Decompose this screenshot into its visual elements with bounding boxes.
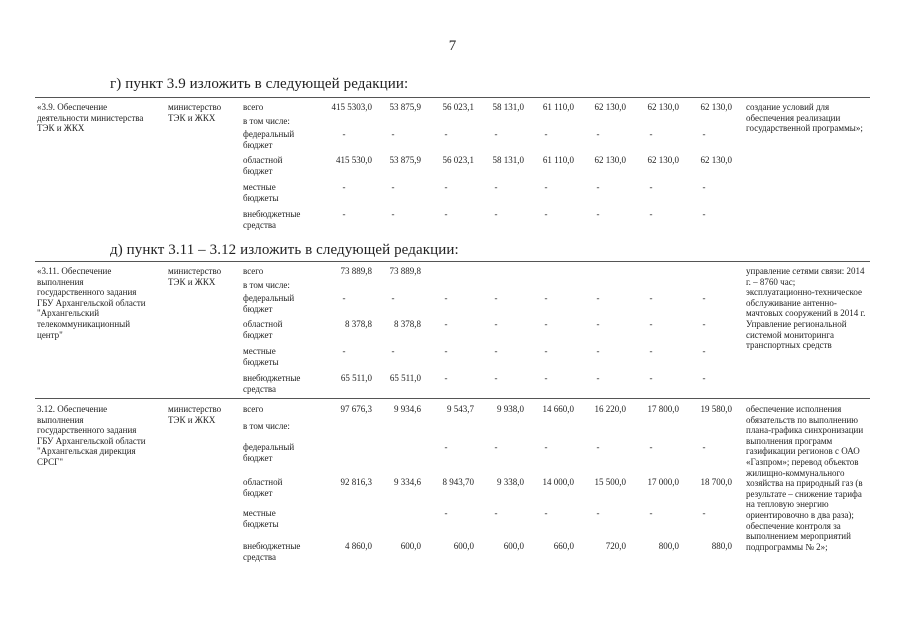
funding-value: 14 000,0 — [542, 477, 574, 487]
empty-value-dash: - — [649, 508, 653, 518]
empty-value-dash: - — [544, 442, 548, 452]
empty-value-dash: - — [444, 442, 448, 452]
funding-value: 73 889,8 — [389, 266, 421, 276]
empty-value-dash: - — [444, 373, 448, 383]
empty-value-dash: - — [391, 209, 395, 219]
funding-value: 4 860,0 — [345, 541, 372, 551]
empty-value-dash: - — [702, 209, 706, 219]
funding-value: 62 130,0 — [647, 102, 679, 112]
funding-source-label: федеральный бюджет — [243, 442, 295, 463]
expected-result: управление сетями связи: 2014 г. – 8760 час; эксплуатационно-техническое обслуживание антенно-мачтовых сооружений в 2014 г. Управление региональной системой мониторинга транспортных средств — [746, 266, 866, 351]
empty-value-dash: - — [444, 129, 448, 139]
empty-value-dash: - — [391, 346, 395, 356]
funding-value: 62 130,0 — [594, 102, 626, 112]
empty-value-dash: - — [544, 129, 548, 139]
funding-source-label: внебюджетные средства — [243, 209, 301, 230]
empty-value-dash: - — [342, 129, 346, 139]
measure-name: 3.12. Обеспечение выполнения государственного задания ГБУ Архангельской области "Архангельская дирекция СРСГ" — [37, 404, 146, 467]
empty-value-dash: - — [596, 373, 600, 383]
empty-value-dash: - — [596, 346, 600, 356]
empty-value-dash: - — [494, 293, 498, 303]
empty-value-dash: - — [391, 293, 395, 303]
funding-source-label: областной бюджет — [243, 155, 283, 176]
funding-value: 600,0 — [400, 541, 421, 551]
empty-value-dash: - — [494, 442, 498, 452]
funding-value: 8 378,8 — [394, 319, 421, 329]
empty-value-dash: - — [444, 508, 448, 518]
funding-value: 415 530,0 — [336, 155, 372, 165]
funding-source-label: местные бюджеты — [243, 508, 279, 529]
empty-value-dash: - — [649, 129, 653, 139]
funding-value: 53 875,9 — [389, 155, 421, 165]
funding-value: 65 511,0 — [389, 373, 421, 383]
funding-source-label: областной бюджет — [243, 319, 283, 340]
funding-value: 58 131,0 — [492, 155, 524, 165]
funding-source-label: областной бюджет — [243, 477, 283, 498]
empty-value-dash: - — [649, 373, 653, 383]
empty-value-dash: - — [596, 442, 600, 452]
expected-result: создание условий для обеспечения реализации государственной программы»; — [746, 102, 863, 134]
funding-value: 62 130,0 — [647, 155, 679, 165]
funding-value: 17 000,0 — [647, 477, 679, 487]
empty-value-dash: - — [342, 293, 346, 303]
row-separator — [35, 97, 870, 98]
empty-value-dash: - — [544, 319, 548, 329]
funding-value: 9 338,0 — [497, 477, 524, 487]
empty-value-dash: - — [494, 182, 498, 192]
empty-value-dash: - — [494, 319, 498, 329]
funding-value: 65 511,0 — [340, 373, 372, 383]
funding-value: 415 5303,0 — [331, 102, 372, 112]
funding-value: 800,0 — [658, 541, 679, 551]
funding-value: 600,0 — [453, 541, 474, 551]
funding-source-label: всего — [243, 266, 264, 276]
empty-value-dash: - — [596, 209, 600, 219]
empty-value-dash: - — [494, 373, 498, 383]
empty-value-dash: - — [596, 129, 600, 139]
funding-value: 14 660,0 — [542, 404, 574, 414]
funding-source-label: в том числе: — [243, 421, 290, 431]
measure-name: «3.9. Обеспечение деятельности министерства ТЭК и ЖКХ — [37, 102, 144, 134]
funding-value: 9 938,0 — [497, 404, 524, 414]
empty-value-dash: - — [544, 373, 548, 383]
funding-source-label: в том числе: — [243, 280, 290, 290]
empty-value-dash: - — [649, 182, 653, 192]
funding-value: 56 023,1 — [442, 155, 474, 165]
funding-value: 18 700,0 — [700, 477, 732, 487]
empty-value-dash: - — [596, 182, 600, 192]
row-separator — [35, 398, 870, 399]
funding-source-label: внебюджетные средства — [243, 373, 301, 394]
empty-value-dash: - — [342, 182, 346, 192]
funding-value: 17 800,0 — [647, 404, 679, 414]
empty-value-dash: - — [702, 346, 706, 356]
empty-value-dash: - — [444, 346, 448, 356]
funding-value: 720,0 — [605, 541, 626, 551]
funding-value: 9 543,7 — [447, 404, 474, 414]
funding-value: 15 500,0 — [594, 477, 626, 487]
empty-value-dash: - — [702, 319, 706, 329]
funding-source-label: всего — [243, 404, 264, 414]
funding-value: 61 110,0 — [542, 155, 574, 165]
empty-value-dash: - — [342, 209, 346, 219]
empty-value-dash: - — [649, 319, 653, 329]
funding-value: 19 580,0 — [700, 404, 732, 414]
funding-value: 62 130,0 — [700, 155, 732, 165]
funding-value: 8 943,70 — [442, 477, 474, 487]
funding-source-label: местные бюджеты — [243, 346, 279, 367]
empty-value-dash: - — [391, 182, 395, 192]
executor-name: министерство ТЭК и ЖКХ — [168, 404, 222, 425]
funding-source-label: федеральный бюджет — [243, 129, 295, 150]
expected-result: обеспечение исполнения обязательств по выполнению плана-графика синхронизации выполнения программ газификации регионов с ОАО «Газпром»; перевод объектов жилищно-коммунального хозяйства на природный газ (в результате – снижение тарифа на тепловую энергию ориентировочно в два раза); обеспечение контроля за выполнением мероприятий подпрограммы № 2»; — [746, 404, 864, 552]
empty-value-dash: - — [444, 209, 448, 219]
measure-name: «3.11. Обеспечение выполнения государственного задания ГБУ Архангельской области "Архангельский телекоммуникационный центр" — [37, 266, 146, 340]
empty-value-dash: - — [649, 293, 653, 303]
funding-value: 53 875,9 — [389, 102, 421, 112]
executor-name: министерство ТЭК и ЖКХ — [168, 266, 222, 287]
funding-source-label: всего — [243, 102, 264, 112]
funding-value: 58 131,0 — [492, 102, 524, 112]
heading-3-9: г) пункт 3.9 изложить в следующей редакции: — [110, 76, 409, 92]
funding-value: 660,0 — [553, 541, 574, 551]
empty-value-dash: - — [544, 508, 548, 518]
empty-value-dash: - — [444, 182, 448, 192]
executor-name: министерство ТЭК и ЖКХ — [168, 102, 222, 123]
empty-value-dash: - — [702, 182, 706, 192]
funding-value: 600,0 — [503, 541, 524, 551]
empty-value-dash: - — [544, 293, 548, 303]
row-separator — [35, 261, 870, 262]
empty-value-dash: - — [596, 319, 600, 329]
empty-value-dash: - — [444, 319, 448, 329]
empty-value-dash: - — [596, 293, 600, 303]
funding-value: 73 889,8 — [340, 266, 372, 276]
funding-value: 56 023,1 — [442, 102, 474, 112]
funding-value: 9 934,6 — [394, 404, 421, 414]
empty-value-dash: - — [544, 182, 548, 192]
heading-3-11-3-12: д) пункт 3.11 – 3.12 изложить в следующей редакции: — [110, 242, 459, 258]
funding-value: 92 816,3 — [340, 477, 372, 487]
empty-value-dash: - — [649, 346, 653, 356]
empty-value-dash: - — [702, 129, 706, 139]
funding-value: 9 334,6 — [394, 477, 421, 487]
empty-value-dash: - — [494, 508, 498, 518]
page-number: 7 — [448, 38, 457, 54]
funding-value: 61 110,0 — [542, 102, 574, 112]
empty-value-dash: - — [391, 129, 395, 139]
funding-value: 62 130,0 — [700, 102, 732, 112]
empty-value-dash: - — [342, 346, 346, 356]
empty-value-dash: - — [494, 209, 498, 219]
empty-value-dash: - — [702, 373, 706, 383]
empty-value-dash: - — [702, 442, 706, 452]
funding-value: 97 676,3 — [340, 404, 372, 414]
empty-value-dash: - — [702, 508, 706, 518]
funding-source-label: местные бюджеты — [243, 182, 279, 203]
funding-value: 8 378,8 — [345, 319, 372, 329]
empty-value-dash: - — [596, 508, 600, 518]
funding-value: 16 220,0 — [594, 404, 626, 414]
empty-value-dash: - — [444, 293, 448, 303]
empty-value-dash: - — [649, 442, 653, 452]
empty-value-dash: - — [702, 293, 706, 303]
funding-source-label: в том числе: — [243, 116, 290, 126]
funding-source-label: федеральный бюджет — [243, 293, 295, 314]
empty-value-dash: - — [494, 129, 498, 139]
funding-value: 62 130,0 — [594, 155, 626, 165]
funding-source-label: внебюджетные средства — [243, 541, 301, 562]
empty-value-dash: - — [494, 346, 498, 356]
empty-value-dash: - — [649, 209, 653, 219]
funding-value: 880,0 — [711, 541, 732, 551]
empty-value-dash: - — [544, 346, 548, 356]
empty-value-dash: - — [544, 209, 548, 219]
